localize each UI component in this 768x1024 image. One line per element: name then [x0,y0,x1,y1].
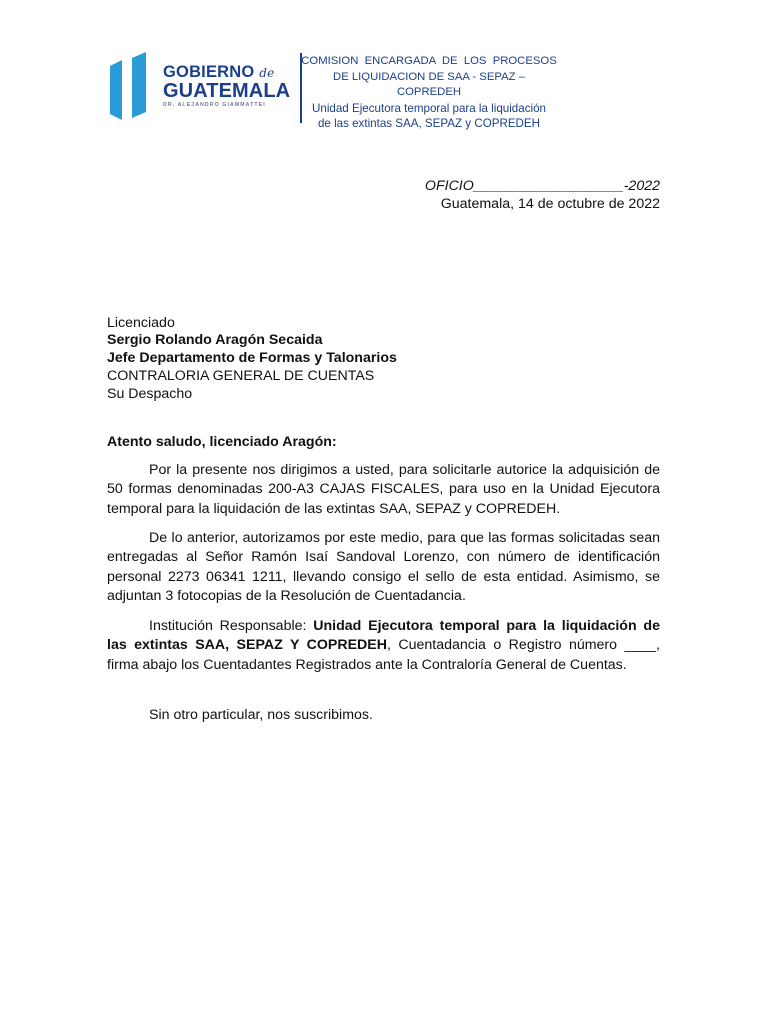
closing-line: Sin otro particular, nos suscribimos. [149,707,373,723]
recipient-position: Jefe Departamento de Formas y Talonarios [107,350,397,366]
government-logo-icon [110,52,156,120]
logo-line-gobierno: GOBIERNO [163,63,255,81]
paragraph-institution-lead: Institución Responsable: [149,618,314,634]
logo-line-guatemala: GUATEMALA [163,80,291,102]
logo-line-president: DR. ALEJANDRO GIAMMATTEI [163,102,266,108]
recipient-institution: CONTRALORIA GENERAL DE CUENTAS [107,368,375,384]
paragraph-institution-bold: Unidad Ejecutora temporal para la liquidación de las extintas SAA, SEPAZ Y COPREDEH [107,618,660,654]
commission-line-4: de las extintas SAA, SEPAZ y COPREDEH [317,117,541,130]
logo-wordmark [163,64,290,108]
paragraph-institution-rest: , Cuentadancia o Registro número ____, firma abajo los Cuentadantes Registrados ante la Contraloría General de Cuentas. [107,637,660,673]
commission-line-3: Unidad Ejecutora temporal para la liquidación [312,101,546,115]
commission-header [300,54,558,132]
commission-line-1: COMISION ENCARGADA DE LOS PROCESOS [301,55,557,67]
recipient-name: Sergio Rolando Aragón Secaida [107,332,323,348]
salutation: Atento saludo, licenciado Aragón: [107,434,337,450]
recipient-closing-line: Su Despacho [107,386,193,402]
commission-line-2: DE LIQUIDACION DE SAA - SEPAZ – COPREDEH [333,70,525,98]
logo-line-de: de [259,66,275,80]
recipient-title: Licenciado [107,315,175,331]
document-date: Guatemala, 14 de octubre de 2022 [440,196,660,212]
paragraph-institution [107,617,660,675]
paragraph-request: Por la presente nos dirigimos a usted, para solicitarle autorice la adquisición de 50 formas denominadas 200-A3 CAJAS FISCALES, para uso en la Unidad Ejecutora temporal para la liquidación de las extintas SAA, SEPAZ y COPREDEH. [107,462,660,517]
document-reference: OFICIO___________________-2022 [424,178,660,194]
paragraph-authorization: De lo anterior, autorizamos por este medio, para que las formas solicitadas sean entregadas al Señor Ramón Isaí Sandoval Lorenzo, con número de identificación personal 2273 06341 1211, llevando consigo el sello de esta entidad. Asimismo, se adjuntan 3 fotocopias de la Resolución de Cuentadancia. [107,530,660,604]
